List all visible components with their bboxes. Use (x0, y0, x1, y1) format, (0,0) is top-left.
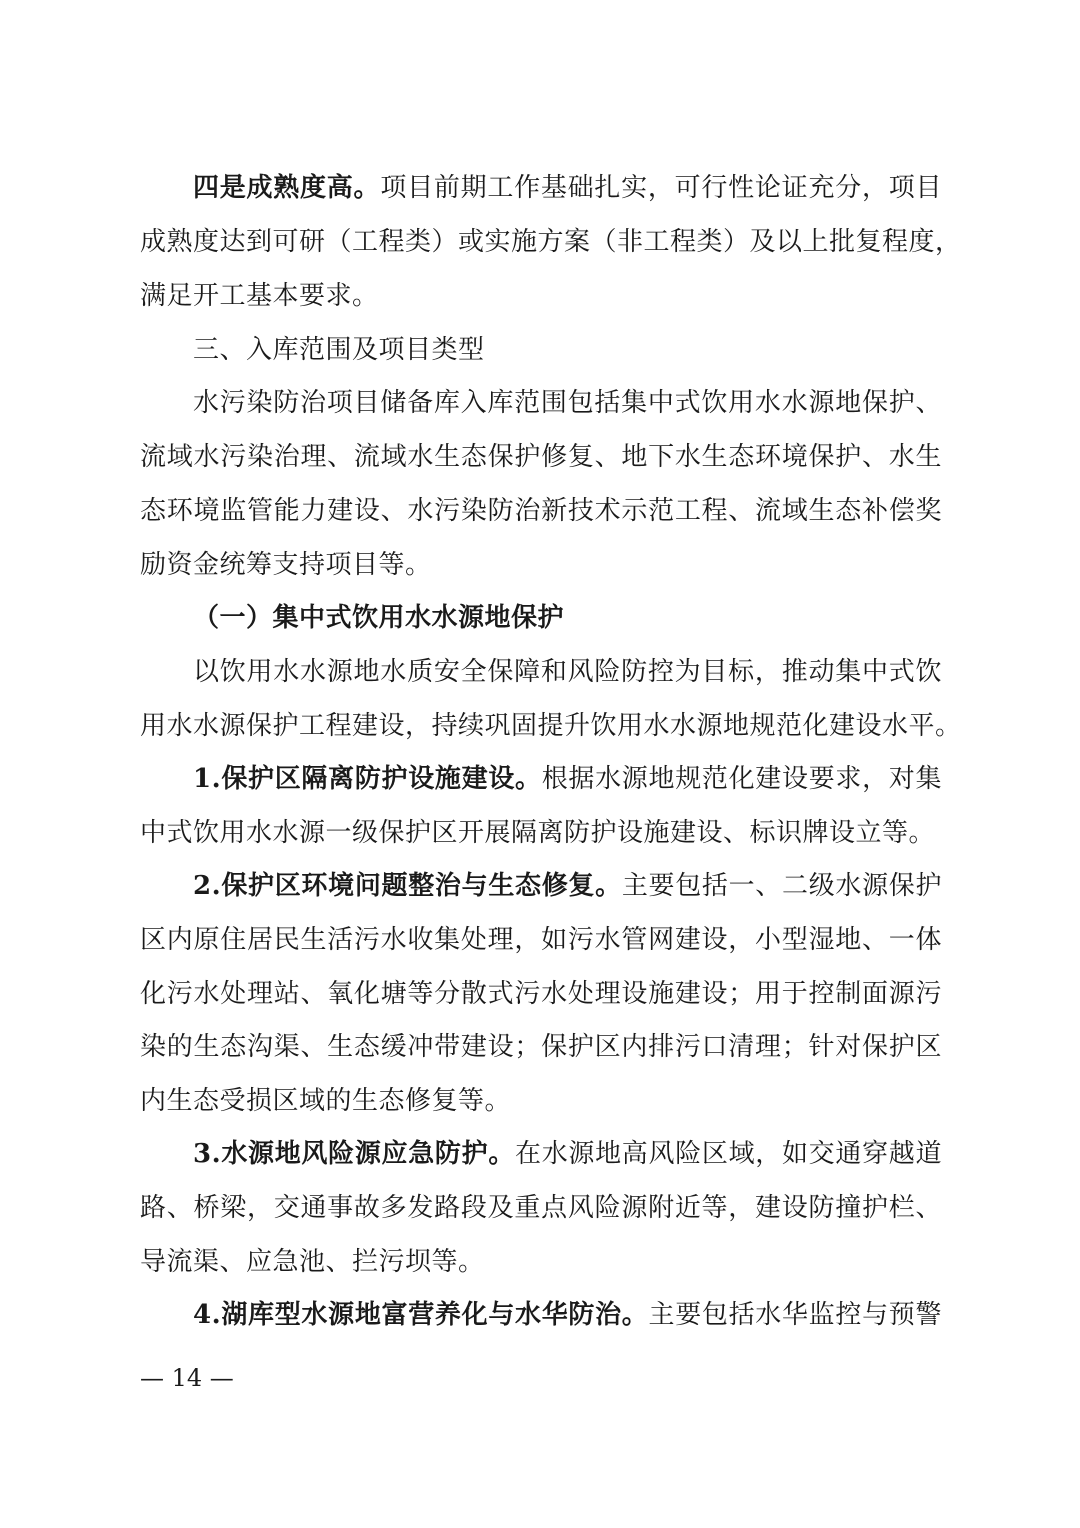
paragraph-scope-line-2: 流域水污染治理、流域水生态保护修复、地下水生态环境保护、水生 (140, 442, 942, 472)
item-3-line-1 (193, 1127, 942, 1181)
item-1-line-1-text: 根据水源地规范化建设要求，对集 (541, 764, 942, 794)
item-2-lead: 2.保护区环境问题整治与生态修复。 (193, 871, 622, 901)
section-heading-3: 三、入库范围及项目类型 (193, 335, 485, 365)
item-4-line-1 (193, 1288, 942, 1342)
paragraph-maturity-line-3: 满足开工基本要求。 (140, 281, 379, 311)
item-2-line-5: 内生态受损区域的生态修复等。 (140, 1086, 512, 1116)
item-4-line-1-text: 主要包括水华监控与预警 (648, 1300, 942, 1330)
paragraph-scope-line-4: 励资金统筹支持项目等。 (140, 550, 432, 580)
maturity-line-1-text: 项目前期工作基础扎实，可行性论证充分，项目 (380, 173, 942, 203)
maturity-lead: 四是成熟度高。 (193, 173, 381, 203)
item-3-line-1-text: 在水源地高风险区域，如交通穿越道 (515, 1139, 942, 1169)
paragraph-maturity-line-2: 成熟度达到可研（工程类）或实施方案（非工程类）及以上批复程度， (140, 227, 962, 257)
paragraph-goal-line-1: 以饮用水水源地水质安全保障和风险防控为目标，推动集中式饮 (193, 657, 942, 687)
subsection-heading-1: （一）集中式饮用水水源地保护 (193, 603, 565, 633)
paragraph-scope-line-3: 态环境监管能力建设、水污染防治新技术示范工程、流域生态补偿奖 (140, 496, 942, 526)
paragraph-scope-line-1: 水污染防治项目储备库入库范围包括集中式饮用水水源地保护、 (193, 388, 942, 418)
item-2-line-2: 区内原住居民生活污水收集处理，如污水管网建设，小型湿地、一体 (140, 925, 942, 955)
item-2-line-1 (193, 859, 942, 913)
item-1-lead: 1.保护区隔离防护设施建设。 (193, 764, 542, 794)
paragraph-maturity-line-1 (193, 161, 942, 215)
item-2-line-4: 染的生态沟渠、生态缓冲带建设；保护区内排污口清理；针对保护区 (140, 1032, 942, 1062)
page-number: — 14 — (140, 1364, 234, 1392)
item-4-lead: 4.湖库型水源地富营养化与水华防治。 (193, 1300, 649, 1330)
paragraph-goal-line-2: 用水水源保护工程建设，持续巩固提升饮用水水源地规范化建设水平。 (140, 711, 962, 741)
item-2-line-3: 化污水处理站、氧化塘等分散式污水处理设施建设；用于控制面源污 (140, 979, 942, 1009)
item-1-line-1 (193, 752, 942, 806)
item-1-line-2: 中式饮用水水源一级保护区开展隔离防护设施建设、标识牌设立等。 (140, 818, 936, 848)
item-3-lead: 3.水源地风险源应急防护。 (193, 1139, 516, 1169)
item-3-line-2: 路、桥梁，交通事故多发路段及重点风险源附近等，建设防撞护栏、 (140, 1193, 942, 1223)
item-2-line-1-text: 主要包括一、二级水源保护 (621, 871, 942, 901)
item-3-line-3: 导流渠、应急池、拦污坝等。 (140, 1247, 485, 1277)
